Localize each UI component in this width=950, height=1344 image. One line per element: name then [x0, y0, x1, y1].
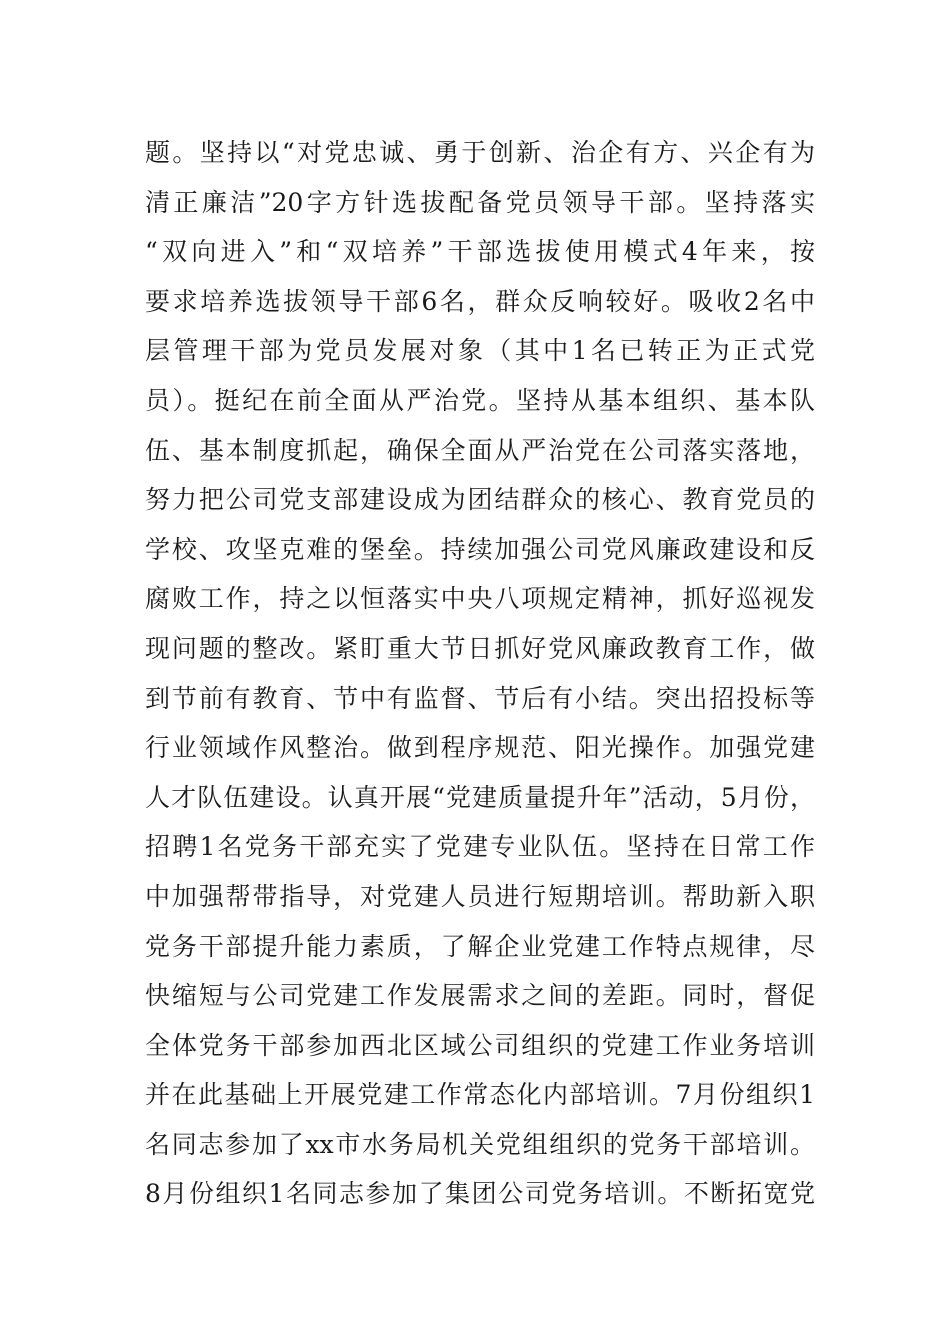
text-line: 学校、攻坚克难的堡垒。持续加强公司党风廉政建设和反: [145, 534, 815, 564]
text-line: 8月份组织1名同志参加了集团公司党务培训。不断拓宽党: [145, 1179, 815, 1209]
text-line: 腐败工作，持之以恒落实中央八项规定精神，抓好巡视发: [145, 584, 815, 614]
text-line: 到节前有教育、节中有监督、节后有小结。突出招投标等: [145, 683, 815, 713]
text-line: 努力把公司党支部建设成为团结群众的核心、教育党员的: [145, 485, 815, 515]
text-line: “双向进入”和“双培养”干部选拔使用模式4年来，按: [145, 237, 815, 267]
text-line: 层管理干部为党员发展对象（其中1名已转正为正式党: [145, 336, 815, 366]
text-line: 伍、基本制度抓起，确保全面从严治党在公司落实落地，: [145, 435, 815, 465]
text-line: 并在此基础上开展党建工作常态化内部培训。7月份组织1: [145, 1080, 815, 1110]
text-line: 招聘1名党务干部充实了党建专业队伍。坚持在日常工作: [145, 832, 815, 862]
text-line: 党务干部提升能力素质，了解企业党建工作特点规律，尽: [145, 931, 815, 961]
text-line: 快缩短与公司党建工作发展需求之间的差距。同时，督促: [145, 981, 815, 1011]
text-line: 名同志参加了xx市水务局机关党组组织的党务干部培训。: [145, 1129, 815, 1159]
text-line: 现问题的整改。紧盯重大节日抓好党风廉政教育工作，做: [145, 633, 815, 663]
text-line: 行业领域作风整治。做到程序规范、阳光操作。加强党建: [145, 733, 815, 763]
text-line: 要求培养选拔领导干部6名，群众反响较好。吸收2名中: [145, 286, 815, 316]
text-line: 中加强帮带指导，对党建人员进行短期培训。帮助新入职: [145, 881, 815, 911]
text-line: 全体党务干部参加西北区域公司组织的党建工作业务培训: [145, 1030, 815, 1060]
body-paragraph: [145, 128, 815, 1219]
text-line: 清正廉洁”20字方针选拔配备党员领导干部。坚持落实: [145, 187, 815, 217]
text-line: 题。坚持以“对党忠诚、勇于创新、治企有方、兴企有为: [145, 138, 815, 167]
text-line: 员）。挺纪在前全面从严治党。坚持从基本组织、基本队: [145, 385, 815, 415]
text-line: 人才队伍建设。认真开展“党建质量提升年”活动，5月份，: [145, 782, 815, 812]
